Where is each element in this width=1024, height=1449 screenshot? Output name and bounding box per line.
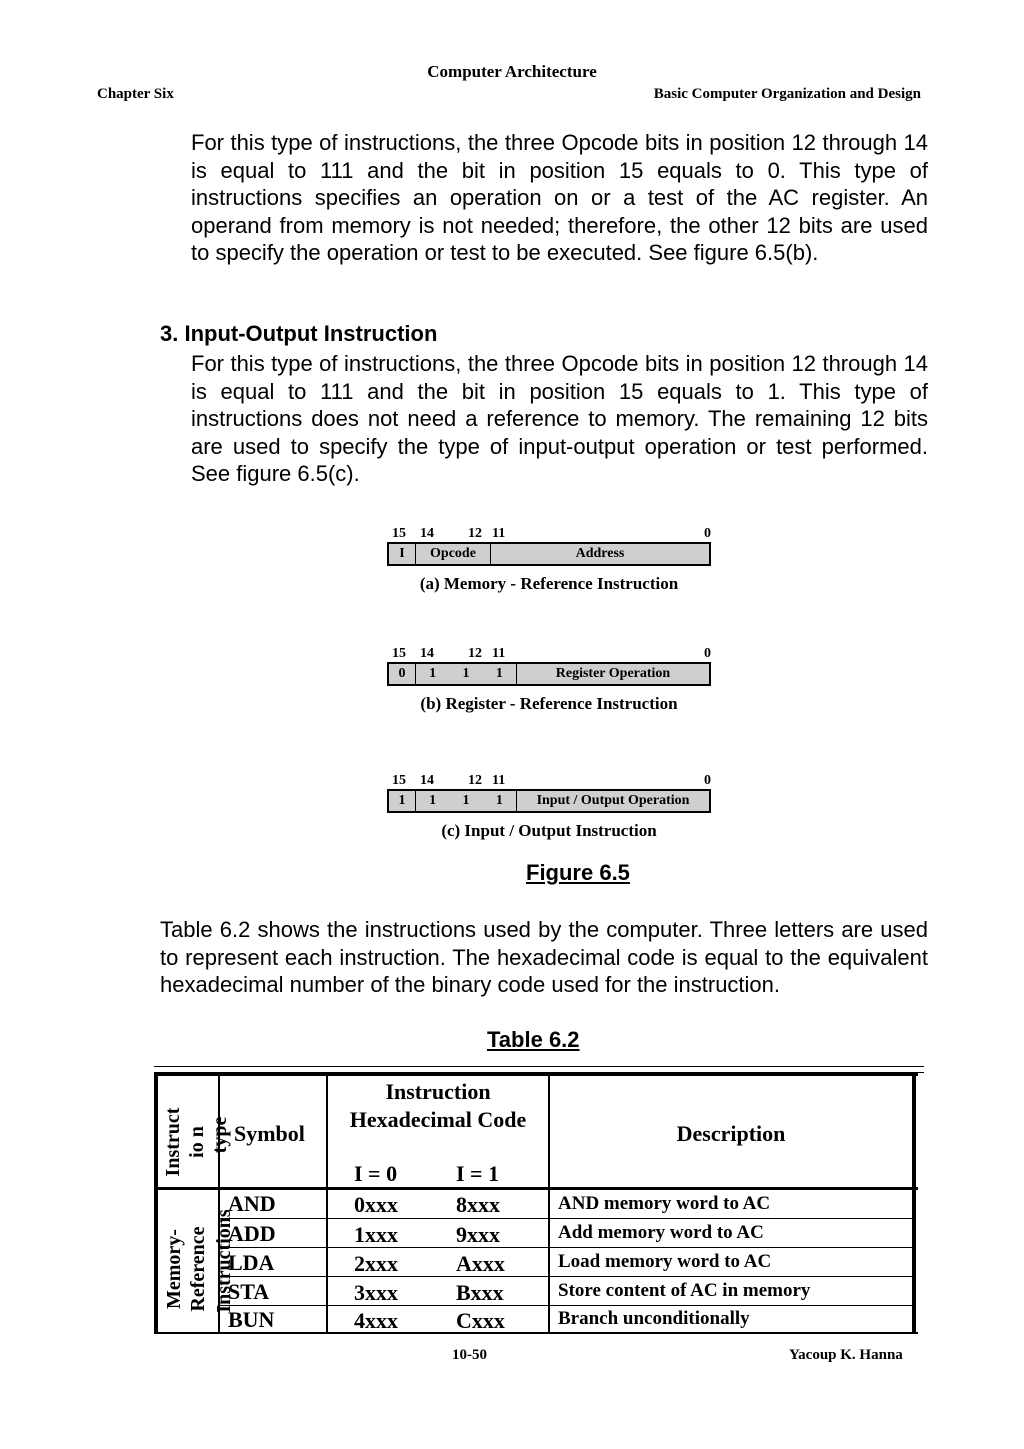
header-instruction-type xyxy=(161,1087,209,1197)
row-symbol: ADD xyxy=(228,1221,276,1246)
group-line2: Reference xyxy=(187,1226,209,1312)
row-code-i1: Cxxx xyxy=(456,1308,505,1333)
page-number: 10-50 xyxy=(452,1347,487,1363)
header-code-line1: Instruction xyxy=(385,1079,491,1104)
table-border-right xyxy=(912,1073,916,1334)
bit-14: 14 xyxy=(420,646,434,661)
field-i: I xyxy=(389,544,416,564)
paragraph-register-reference: For this type of instructions, the three Opcode bits in position 12 through 14 is equal to 111 and the bit in position 15 equals to 0. This type of instructions specifies an operation on or a test of the AC register. An operand from memory is not needed; therefore, the other 12 bits are used to specify the operation or test to be executed. See figure 6.5(b). xyxy=(191,130,928,266)
instruction-format-box xyxy=(387,542,711,566)
bit-14: 14 xyxy=(420,526,434,541)
bit-0: 0 xyxy=(704,646,711,661)
field-io-operation: Input / Output Operation xyxy=(536,793,690,808)
table-header-top xyxy=(154,1073,918,1076)
author-name: Yacoup K. Hanna xyxy=(789,1347,903,1363)
field-opcode: Opcode xyxy=(416,544,491,564)
bit-15: 15 xyxy=(392,526,406,541)
field-register-operation: Register Operation xyxy=(555,666,671,681)
row-code-i1: 8xxx xyxy=(456,1192,500,1217)
bit-12: 12 xyxy=(468,526,482,541)
opcode-bit: 1 xyxy=(429,666,437,681)
bit-positions xyxy=(380,526,720,542)
table-border-left xyxy=(154,1073,158,1334)
figure-caption-a: (a) Memory - Reference Instruction xyxy=(419,574,679,593)
bit-11: 11 xyxy=(492,773,506,788)
table-top-rule xyxy=(154,1066,924,1073)
field-address: Address xyxy=(575,546,625,561)
table-col-divider xyxy=(548,1073,550,1334)
group-line3: Instructions xyxy=(213,1209,235,1313)
header-description: Description xyxy=(676,1121,786,1146)
opcode-bit: 1 xyxy=(462,666,470,681)
row-description: Branch unconditionally xyxy=(558,1308,750,1329)
section-heading-input-output: 3. Input-Output Instruction xyxy=(160,321,438,346)
table-label: Table 6.2 xyxy=(487,1027,580,1052)
figure-6-5c xyxy=(380,773,720,841)
figure-caption-c: (c) Input / Output Instruction xyxy=(441,821,657,840)
opcode-bit: 1 xyxy=(495,793,503,808)
row-code-i1: Bxxx xyxy=(456,1280,504,1305)
table-row-divider xyxy=(220,1218,916,1219)
header-hex-code xyxy=(328,1078,548,1134)
header-type-line3: type xyxy=(209,1116,231,1154)
row-code-i0: 0xxx xyxy=(354,1192,398,1217)
row-code-i0: 3xxx xyxy=(354,1280,398,1305)
row-description: AND memory word to AC xyxy=(558,1193,771,1214)
field-opcode xyxy=(416,664,517,684)
bit-15: 15 xyxy=(392,773,406,788)
bit-positions xyxy=(380,646,720,662)
row-code-i0: 1xxx xyxy=(354,1222,398,1247)
bit-0: 0 xyxy=(704,526,711,541)
chapter-label: Chapter Six xyxy=(97,86,174,102)
field-opcode xyxy=(416,791,517,811)
figure-label: Figure 6.5 xyxy=(526,860,630,885)
chapter-subtitle: Basic Computer Organization and Design xyxy=(653,86,921,102)
paragraph-table-intro: Table 6.2 shows the instructions used by the computer. Three letters are used to represent each instruction. The hexadecimal code is equal to the equivalent hexadecimal number of the binary code used for the instruction. xyxy=(160,917,928,998)
row-code-i0: 4xxx xyxy=(354,1308,398,1333)
group-line1: Memory- xyxy=(163,1229,185,1309)
header-code-line2: Hexadecimal Code xyxy=(349,1107,527,1132)
group-memory-reference xyxy=(162,1209,210,1329)
bit-0: 0 xyxy=(704,773,711,788)
bit-positions xyxy=(380,773,720,789)
bit-14: 14 xyxy=(420,773,434,788)
instruction-format-box xyxy=(387,662,711,686)
row-symbol: LDA xyxy=(228,1250,275,1275)
table-header-bottom xyxy=(154,1187,918,1190)
row-description: Store content of AC in memory xyxy=(558,1280,811,1301)
field-bit15: 1 xyxy=(389,791,416,811)
field-bit15: 0 xyxy=(389,664,416,684)
page-header-title: Computer Architecture xyxy=(427,62,597,81)
table-row-divider xyxy=(220,1276,916,1277)
row-code-i0: 2xxx xyxy=(354,1251,398,1276)
figure-6-5a xyxy=(380,526,720,594)
row-symbol: AND xyxy=(228,1191,276,1216)
paragraph-input-output: For this type of instructions, the three Opcode bits in position 12 through 14 is equal to 111 and the bit in position 15 equals to 1. This type of instructions does not need a reference to memory. The remaining 12 bits are used to specify the type of input-output operation or test performed. See figure 6.5(c). xyxy=(191,351,928,487)
opcode-bit: 1 xyxy=(429,793,437,808)
opcode-bit: 1 xyxy=(495,666,503,681)
opcode-bit: 1 xyxy=(462,793,470,808)
header-i1: I = 1 xyxy=(456,1161,500,1186)
row-code-i1: Axxx xyxy=(456,1251,505,1276)
row-description: Add memory word to AC xyxy=(558,1222,764,1243)
row-code-i1: 9xxx xyxy=(456,1222,500,1247)
instruction-format-box xyxy=(387,789,711,813)
header-i0: I = 0 xyxy=(354,1161,398,1186)
bit-12: 12 xyxy=(468,646,482,661)
header-symbol: Symbol xyxy=(234,1121,305,1146)
instruction-table xyxy=(154,1073,918,1334)
bit-11: 11 xyxy=(492,526,506,541)
header-type-line1: Instruct xyxy=(162,1107,184,1177)
table-row-divider xyxy=(220,1247,916,1248)
figure-caption-b: (b) Register - Reference Instruction xyxy=(420,694,678,713)
bit-15: 15 xyxy=(392,646,406,661)
row-description: Load memory word to AC xyxy=(558,1251,772,1272)
bit-11: 11 xyxy=(492,646,506,661)
row-symbol: BUN xyxy=(228,1307,275,1332)
figure-6-5b xyxy=(380,646,720,714)
bit-12: 12 xyxy=(468,773,482,788)
header-type-line2: io n xyxy=(186,1126,208,1158)
row-symbol: STA xyxy=(228,1279,270,1304)
table-row-divider xyxy=(220,1305,916,1306)
